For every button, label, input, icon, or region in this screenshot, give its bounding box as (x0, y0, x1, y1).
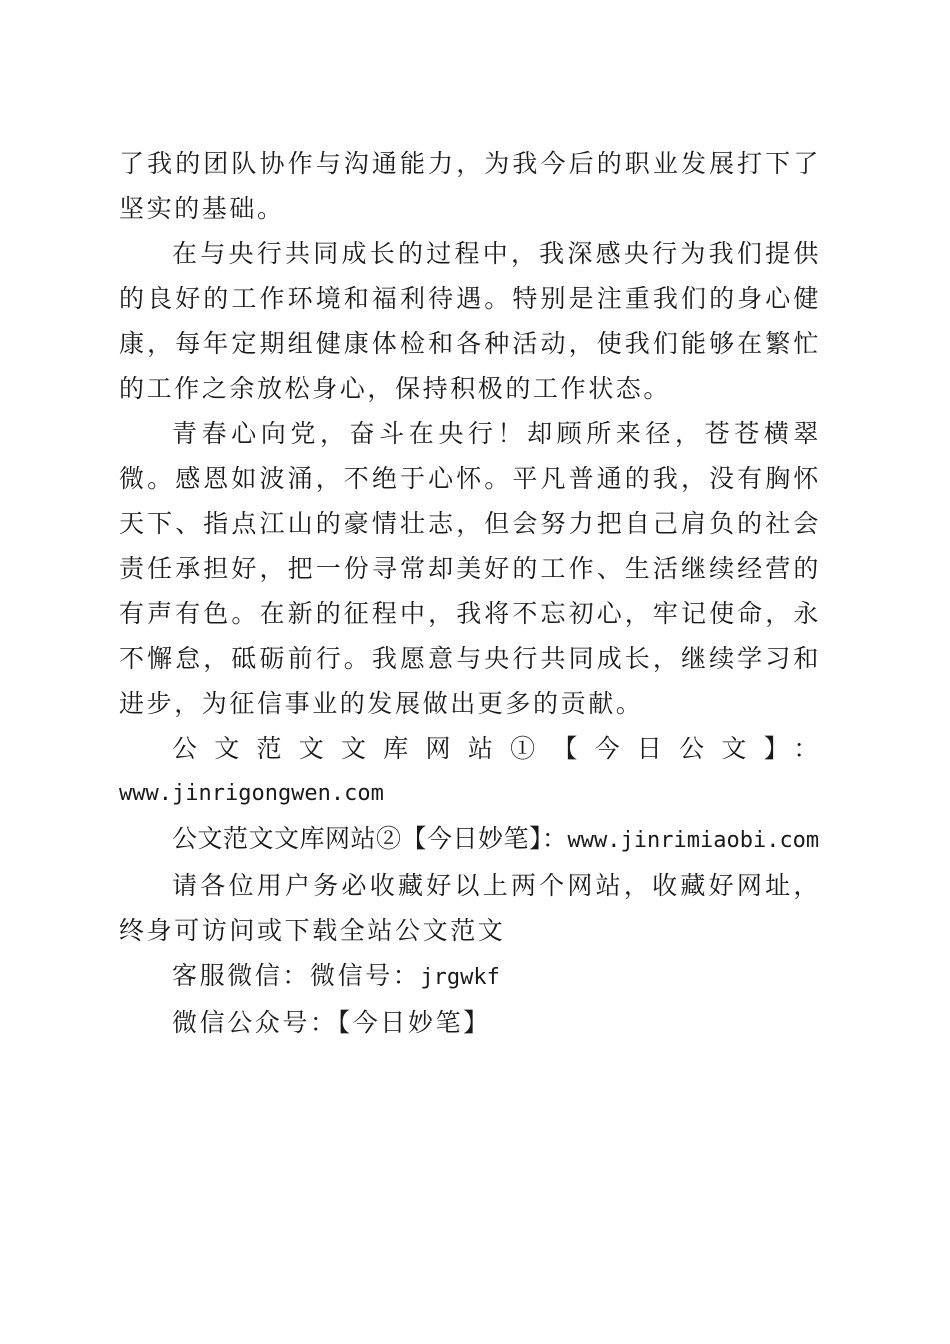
site-1-block (119, 726, 821, 816)
paragraph-1: 了我的团队协作与沟通能力，为我今后的职业发展打下了坚实的基础。 (119, 149, 821, 223)
wechat-service-label: 客服微信：微信号： (172, 961, 421, 990)
site-2-url[interactable]: www.jinrimiaobi.com (567, 828, 820, 853)
site-2-line (119, 816, 821, 863)
site-1-label: 公文范文文库网站①【今日公文】： (172, 734, 821, 763)
wechat-service-id: jrgwkf (420, 965, 500, 990)
document-body (119, 141, 821, 1045)
wechat-public-line: 微信公众号：【今日妙笔】 (172, 1008, 491, 1037)
notice-paragraph: 请各位用户务必收藏好以上两个网站，收藏好网址，终身可访问或下载全站公文范文 (119, 871, 821, 945)
wechat-service-line (119, 953, 821, 1000)
paragraph-3: 青春心向党，奋斗在央行！却顾所来径，苍苍横翠微。感恩如波涌，不绝于心怀。平凡普通的我，没有胸怀天下、指点江山的豪情壮志，但会努力把自己肩负的社会责任承担好，把一份寻常却美好的工作、生活继续经营的有声有色。在新的征程中，我将不忘初心，牢记使命，永不懈怠，砥砺前行。我愿意与央行共同成长，继续学习和进步，为征信事业的发展做出更多的贡献。 (119, 419, 821, 718)
site-2-label: 公文范文文库网站②【今日妙笔】： (172, 824, 568, 853)
paragraph-2: 在与央行共同成长的过程中，我深感央行为我们提供的良好的工作环境和福利待遇。特别是注重我们的身心健康，每年定期组健康体检和各种活动，使我们能够在繁忙的工作之余放松身心，保持积极的工作状态。 (119, 239, 821, 403)
site-1-url[interactable]: www.jinrigongwen.com (119, 781, 384, 806)
